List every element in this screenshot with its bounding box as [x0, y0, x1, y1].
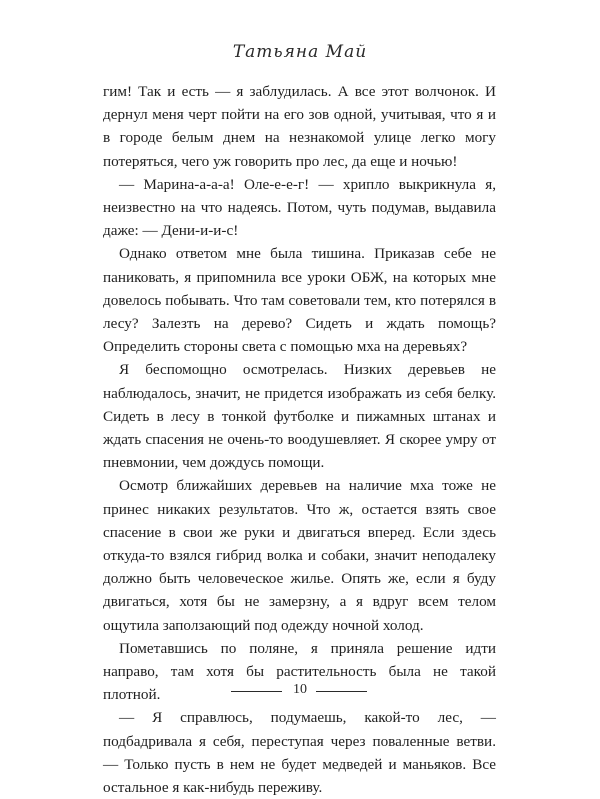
paragraph: Пометавшись по поляне, я приняла решение идти направо, там хотя бы растительность была не такой плотной.: [103, 639, 496, 704]
paragraph: — Я справлюсь, подумаешь, какой-то лес, — подбадривала я себя, переступая через поваленные ветви. — Только пусть в нем не будет медведей и маньяков. Все остальное я как-нибудь переживу.: [103, 709, 496, 797]
page-number: 10: [293, 682, 307, 697]
paragraph: — Марина-а-а-а! Оле-е-е-г! — хрипло выкрикнула я, неизвестно на что надеясь. Потом, чуть подумав, выдавила даже: — Дени-и-и-с!: [103, 175, 496, 240]
footer-rule-left: [231, 691, 282, 692]
paragraph: Однако ответом мне была тишина. Приказав себе не паниковать, я припомнила все уроки ОБЖ, на которых мне довелось побывать. Что там советовали тем, кто потерялся в лесу? Залезть на дерево? Сидеть и ждать помощь? Определить стороны света с помощью мха на деревьях?: [103, 245, 496, 356]
running-head-author: Татьяна Май: [232, 42, 368, 62]
footer-rule-right: [316, 691, 367, 692]
paragraph: Я беспомощно осмотрелась. Низких деревьев не наблюдалось, значит, не придется изображать из себя белку. Сидеть в лесу в тонкой футболке и пижамных штанах и ждать спасения не очень-то воодушевляет. Я скорее умру от пневмонии, чем дождусь помощи.: [103, 361, 496, 472]
paragraph-continuation: гим! Так и есть — я заблудилась. А все этот волчонок. И дернул меня черт пойти на его зов одной, учитывая, что я и в городе белым днем на незнакомой улице легко могу потеряться, чего уж говорить про лес, да еще и ночью!: [103, 83, 496, 170]
page-footer: [0, 682, 600, 702]
paragraph: Осмотр ближайших деревьев на наличие мха тоже не принес никаких результатов. Что ж, остается взять свое спасение в свои же руки и двигаться вперед. Если здесь откуда-то взялся гибрид волка и собаки, значит неподалеку должно быть человеческое жилье. Опять же, если я буду двигаться, хотя бы не замерзну, а я вдруг всем телом ощутила заползающий под одежду ночной холод.: [103, 477, 496, 634]
